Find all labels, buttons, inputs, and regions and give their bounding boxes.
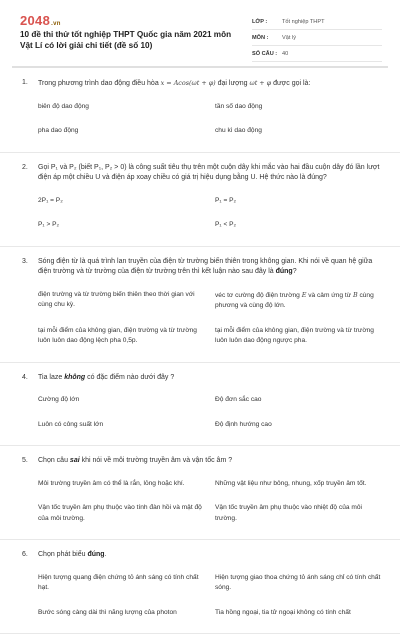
question-text-part: Chọn câu [38,457,70,464]
option-text-part: cùng phương và cùng độ lớn. [215,291,374,309]
document-header [0,0,400,64]
question-text-part: có đặc điểm nào dưới đây ? [85,373,175,381]
answer-options [22,90,384,145]
answer-option-b[interactable]: Hiện tượng giao thoa chứng tỏ ánh sáng chỉ có tính chất sóng. [215,573,381,591]
question-text-part: Sóng điện từ là quá trình lan truyền của điện từ trường biến thiên trong không gian. Khi nói về quan hệ giữa điện trường và từ trường của điện từ trường trên thì kết luận nào sau đây là [38,257,373,275]
meta-subject-label: MÔN : [252,34,269,41]
emphasis-text: đúng [87,551,105,558]
answer-option-d[interactable]: Vận tốc truyền âm phụ thuộc vào nhiệt độ của môi trường. [215,504,362,522]
math-formula: x = Acos(ωt + φ) [160,79,216,87]
answer-options [22,467,384,533]
answer-option-b[interactable]: P₁ = P₂ [215,196,237,204]
question-number: 3. [22,257,28,265]
meta-count-value: 40 [282,50,289,57]
question-text [38,78,384,90]
answer-options [22,383,384,438]
answer-option-a[interactable]: 2P₁ = P₂ [38,196,63,204]
answer-option-c[interactable]: P₁ > P₂ [38,221,60,228]
question-text [38,456,384,467]
question-number: 5. [22,457,28,464]
document-title: 10 đề thi thử tốt nghiệp THPT Quốc gia năm 2021 môn Vật Lí có lời giải chi tiết (đề số 10) [20,30,232,50]
question-number: 4. [22,373,28,381]
question-text-part: ? [292,268,297,275]
answer-option-b[interactable] [215,286,384,316]
answer-option-c[interactable]: tại mỗi điểm của không gian, điện trường và từ trường luôn luôn dao động lệch pha 0,5p. [38,326,197,344]
answer-option-a[interactable]: Cường độ lớn [38,396,80,403]
answer-option-b[interactable]: tần số dao động [215,102,263,110]
question-text-part: Trong phương trình dao động điều hòa [38,80,161,87]
answer-option-d[interactable]: Tia hồng ngoại, tia tử ngoại không có tính chất [215,608,351,616]
question-text-part: được gọi là: [271,80,311,87]
document-meta [252,14,382,62]
answer-option-c[interactable]: Luôn có công suất lớn [38,420,104,428]
question-text [38,257,384,278]
question-number: 6. [22,551,28,558]
question-4 [0,363,400,447]
question-text [38,550,384,561]
question-3 [0,247,400,363]
question-text-part: . [104,551,107,558]
question-text [38,373,384,384]
answer-option-d[interactable]: tại mỗi điểm của không gian, điện trường và từ trường luôn luôn dao động ngược pha. [215,326,374,344]
meta-count-label: SỐ CÂU : [252,50,278,57]
meta-subject-row [252,30,382,46]
answer-option-d[interactable]: chu kì dao động [215,127,262,134]
question-6 [0,540,400,634]
meta-class-value: Tốt nghiệp THPT [282,18,325,25]
answer-options [22,184,384,239]
emphasis-text: không [64,373,86,381]
answer-option-a[interactable]: Hiện tượng quang điện chứng tỏ ánh sáng có tính chất hạt. [38,573,199,591]
answer-option-c[interactable]: Bước sóng càng dài thì năng lượng của photon [38,608,177,616]
answer-option-a[interactable]: điện trường và từ trường biến thiên theo thời gian với cùng chu kỳ. [38,290,195,308]
option-text-part: và cảm ứng từ [306,291,353,299]
answer-option-c[interactable]: Vận tốc truyền âm phụ thuộc vào tính đàn hồi và mật độ của môi trường. [38,504,202,522]
logo-main: 2048 [20,13,51,28]
option-text-part: véc tơ cường độ điện trường [215,291,302,299]
question-text: Gọi P₁ và P₂ (biết P₁, P₂ > 0) là công suất tiêu thụ trên một cuộn dây khi mắc vào hai đầu cuộn dây đó lần lượt điện áp một chiều U và điện áp xoay chiều có giá trị hiệu dụng bằng U. Hệ thức nào là đúng? [38,163,380,181]
answer-options [22,561,384,627]
vector-b-symbol: B [352,290,358,299]
answer-option-a[interactable]: biên độ dao động [38,102,89,110]
answer-option-d[interactable]: Độ định hướng cao [215,420,272,428]
answer-option-b[interactable]: Những vật liệu như bông, nhung, xốp truyền âm tốt. [215,479,367,487]
emphasis-text: sai [69,457,80,464]
question-5 [0,446,400,540]
answer-option-c[interactable]: pha dao động [38,127,79,134]
question-text-part: đại lượng [215,80,250,87]
meta-class-row [252,14,382,30]
question-number: 1. [22,79,28,86]
question-number: 2. [22,163,28,171]
math-formula: ωt + φ [249,79,272,87]
question-text-part: khi nói về môi trường truyền âm và vận tốc âm ? [79,457,233,464]
meta-count-row [252,46,382,62]
answer-option-b[interactable]: Độ đơn sắc cao [215,396,262,403]
answer-option-a[interactable]: Môi trường truyền âm có thể là rắn, lỏng hoặc khí. [38,479,185,487]
meta-class-label: LỚP : [252,18,268,25]
answer-option-d[interactable]: P₁ < P₂ [215,221,237,228]
meta-subject-value: Vật lý [282,34,296,41]
logo-sub: .vn [51,21,61,27]
answer-options [22,278,384,355]
question-2 [0,153,400,247]
question-text-part: Chọn phát biểu [38,551,88,558]
question-list [0,68,400,634]
site-logo[interactable] [20,13,61,28]
question-text-part: Tia laze [38,373,65,381]
emphasis-text: đúng [275,268,293,275]
question-1 [0,68,400,153]
vector-e-symbol: E [301,290,307,299]
